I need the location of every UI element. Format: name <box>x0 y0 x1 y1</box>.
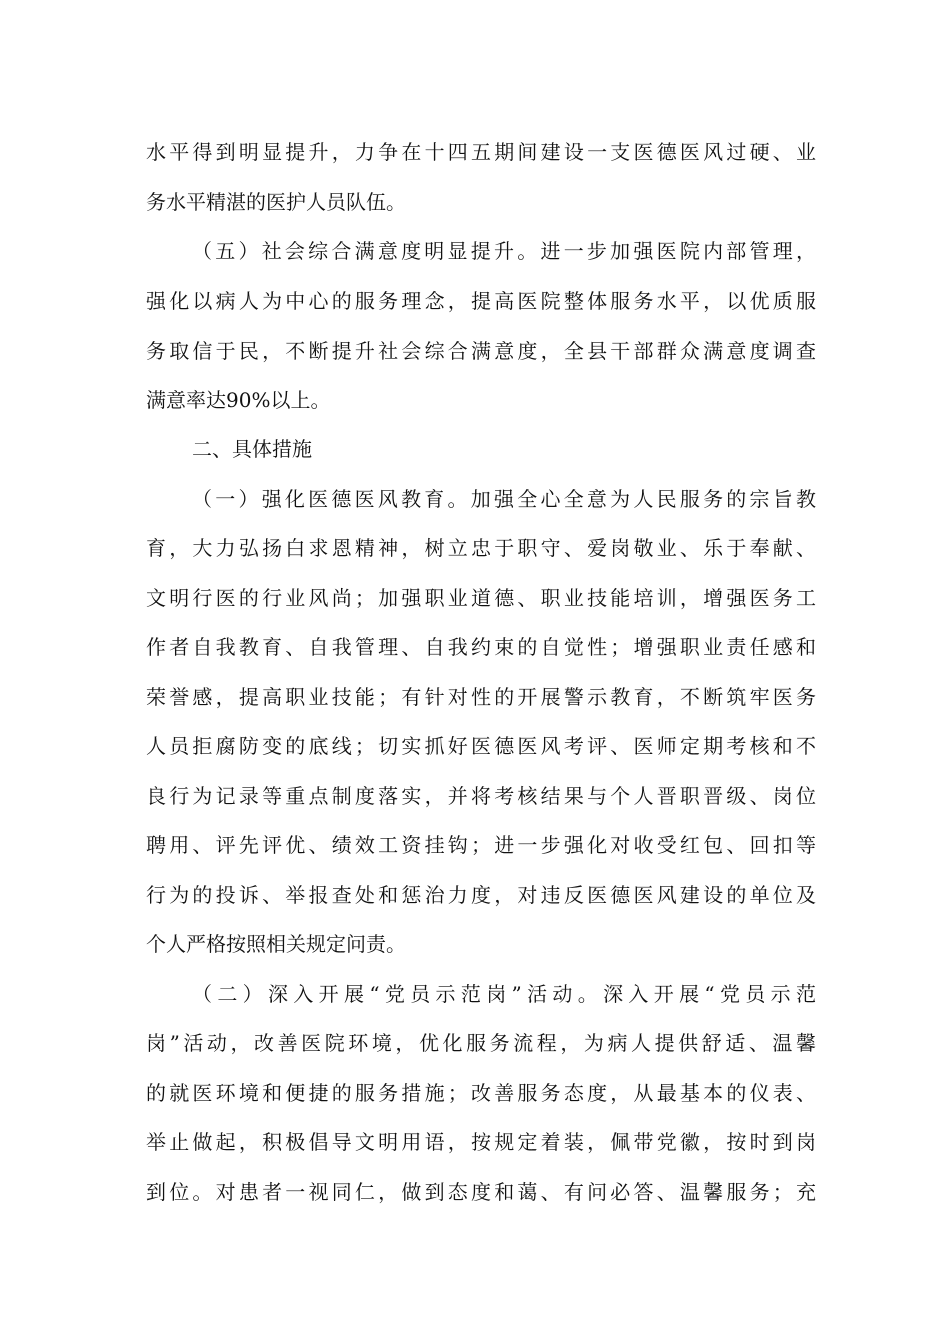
text-line: 文明行医的行业风尚；加强职业道德、职业技能培训，增强医务工 <box>146 586 816 610</box>
paragraph-heading-line: （五）社会综合满意度明显提升。进一步加强医院内部管理， <box>192 239 816 263</box>
text-line: 良行为记录等重点制度落实，并将考核结果与个人晋职晋级、岗位 <box>146 784 816 808</box>
text-line: 强化以病人为中心的服务理念，提高医院整体服务水平，以优质服 <box>146 289 816 313</box>
text-line: 务水平精湛的医护人员队伍。 <box>146 190 406 214</box>
text-line: 行为的投诉、举报查处和惩治力度，对违反医德医风建设的单位及 <box>146 883 816 907</box>
section-heading: 二、具体措施 <box>192 437 312 461</box>
text-line: 务取信于民，不断提升社会综合满意度，全县干部群众满意度调查 <box>146 339 816 363</box>
text-line: 到位。对患者一视同仁，做到态度和蔼、有问必答、温馨服务；充 <box>146 1180 816 1204</box>
paragraph-heading-line: （二）深入开展“党员示范岗”活动。深入开展“党员示范 <box>192 982 816 1006</box>
paragraph-heading-line: （一）强化医德医风教育。加强全心全意为人民服务的宗旨教 <box>192 487 816 511</box>
text-line: 育，大力弘扬白求恩精神，树立忠于职守、爱岗敬业、乐于奉献、 <box>146 536 816 560</box>
text-line: 满意率达90%以上。 <box>146 388 331 412</box>
text-line: 个人严格按照相关规定问责。 <box>146 932 406 956</box>
text-line: 荣誉感，提高职业技能；有针对性的开展警示教育，不断筑牢医务 <box>146 685 816 709</box>
text-line: 举止做起，积极倡导文明用语，按规定着装，佩带党徽，按时到岗 <box>146 1130 816 1154</box>
text-line: 人员拒腐防变的底线；切实抓好医德医风考评、医师定期考核和不 <box>146 734 816 758</box>
text-line: 岗”活动，改善医院环境，优化服务流程，为病人提供舒适、温馨 <box>146 1031 816 1055</box>
text-line: 水平得到明显提升，力争在十四五期间建设一支医德医风过硬、业 <box>146 140 816 164</box>
text-line: 作者自我教育、自我管理、自我约束的自觉性；增强职业责任感和 <box>146 635 816 659</box>
text-line: 的就医环境和便捷的服务措施；改善服务态度，从最基本的仪表、 <box>146 1081 816 1105</box>
text-line: 聘用、评先评优、绩效工资挂钩；进一步强化对收受红包、回扣等 <box>146 833 816 857</box>
